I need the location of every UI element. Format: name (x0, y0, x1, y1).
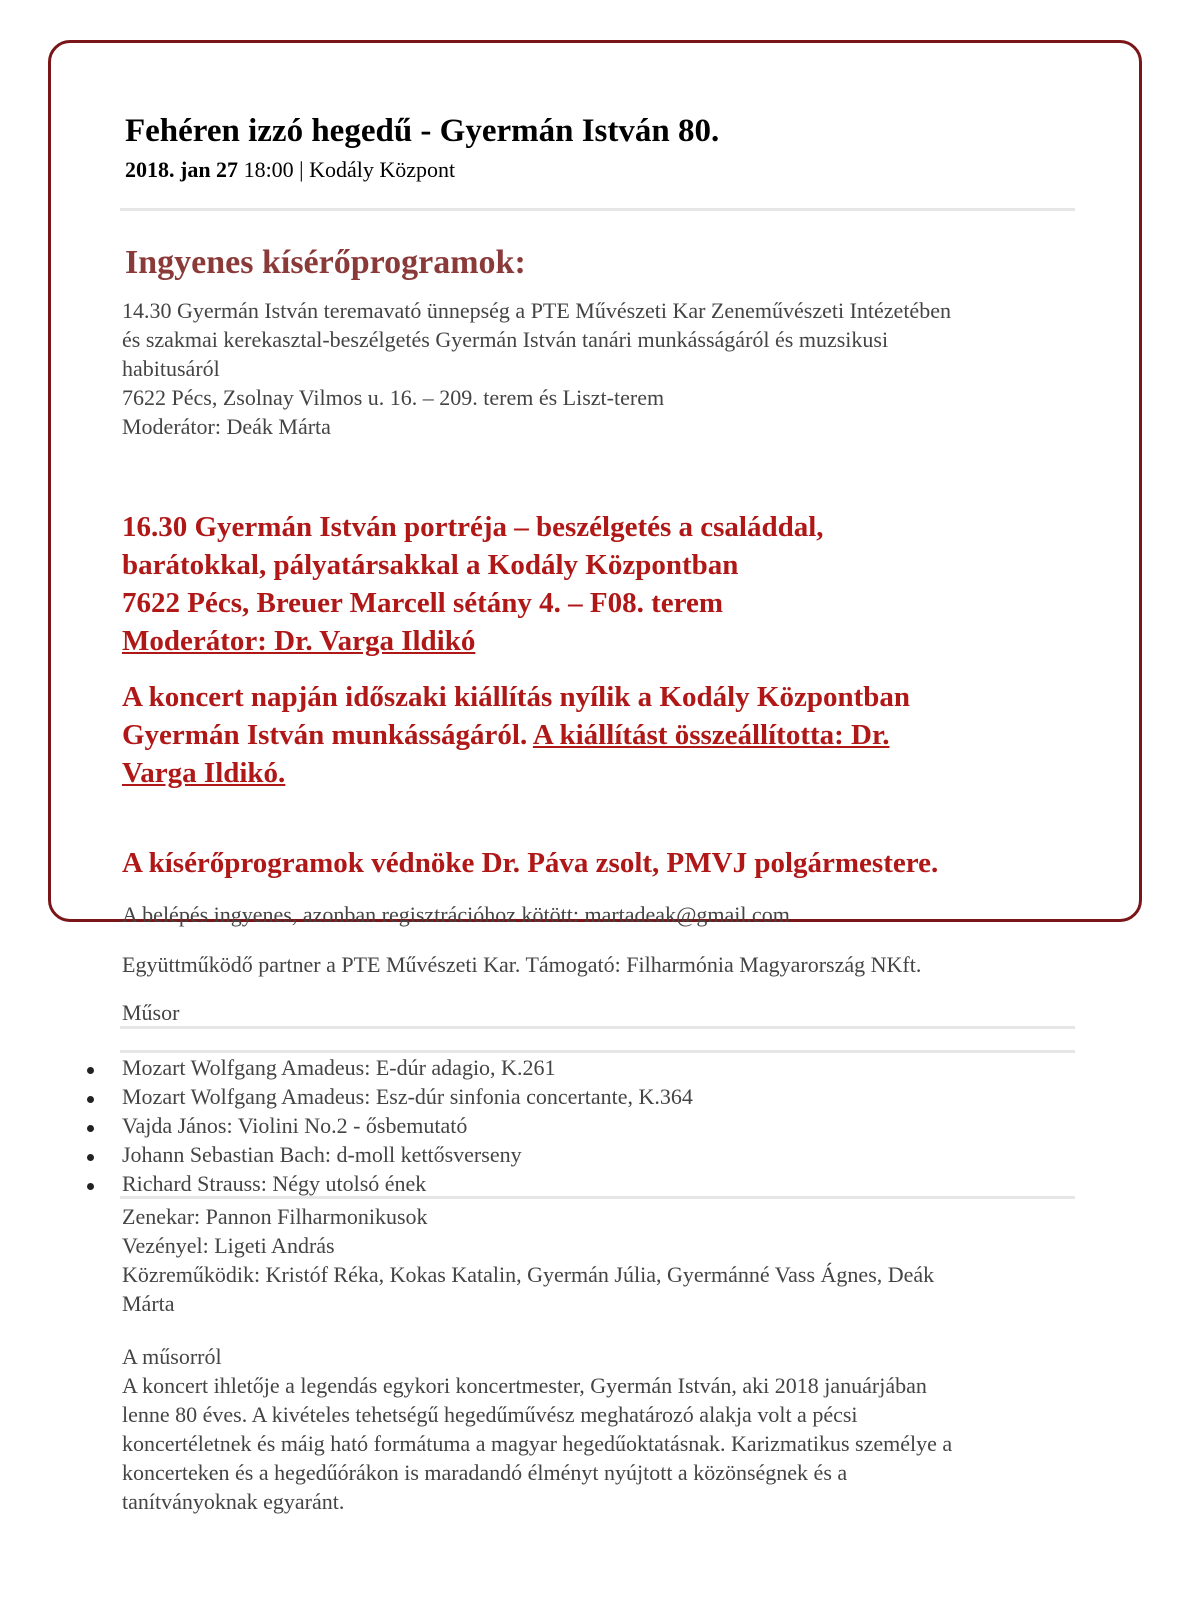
event-date: 2018. jan 27 (125, 157, 239, 182)
program1-line: 7622 Pécs, Zsolnay Vilmos u. 16. – 209. terem és Liszt-terem (122, 385, 665, 410)
conductor: Vezényel: Ligeti András (122, 1233, 335, 1258)
list-item (122, 1055, 693, 1084)
event-time-venue: 18:00 | Kodály Központ (238, 157, 456, 182)
orchestra: Zenekar: Pannon Filharmonikusok (122, 1204, 428, 1229)
program2-line: barátokkal, pályatársakkal a Kodály Központban (122, 549, 739, 581)
bullet-icon (87, 1154, 94, 1161)
program-item-text: Mozart Wolfgang Amadeus: Esz-dúr sinfonia concertante, K.364 (122, 1084, 693, 1109)
about-line: A koncert ihletője a legendás egykori koncertmester, Gyermán István, aki 2018 januárjában (122, 1373, 927, 1398)
side-programs-heading: Ingyenes kísérőprogramok: (125, 244, 526, 281)
program-item-text: Richard Strauss: Négy utolsó ének (122, 1171, 427, 1196)
about-line: tanítványoknak egyaránt. (122, 1489, 345, 1514)
bullet-icon (87, 1096, 94, 1103)
program1-text (122, 296, 951, 441)
list-item (122, 1142, 693, 1171)
exhibition-line: A koncert napján időszaki kiállítás nyílik a Kodály Központban (122, 681, 911, 713)
contributors: Közreműködik: Kristóf Réka, Kokas Katalin, Gyermán Júlia, Gyermánné Vass Ágnes, Deák (122, 1262, 935, 1287)
bullet-icon (87, 1067, 94, 1074)
program-item-text: Vajda János: Violini No.2 - ősbemutató (122, 1113, 468, 1138)
about-line: lenne 80 éves. A kivételes tehetségű hegedűművész meghatározó alakja volt a pécsi (122, 1402, 858, 1427)
exhibition-line (122, 716, 910, 754)
program2-text (122, 508, 824, 660)
entry-text: A belépés ingyenes, azonban regisztrációhoz kötött: martadeak@gmail.com (122, 902, 790, 927)
event-title: Fehéren izzó hegedű - Gyermán István 80. (125, 113, 720, 149)
list-item (122, 1113, 693, 1142)
program1-line: habitusáról (122, 356, 220, 381)
exhibition-curator-name: Varga Ildikó. (122, 757, 286, 789)
bullet-icon (87, 1125, 94, 1132)
exhibition-plain: Gyermán István munkásságáról. (122, 719, 533, 751)
partner-text: Együttműködő partner a PTE Művészeti Kar. Támogató: Filharmónia Magyarország NKft. (122, 952, 922, 977)
bullet-icon (87, 1183, 94, 1190)
program-item-text: Mozart Wolfgang Amadeus: E-dúr adagio, K.261 (122, 1055, 556, 1080)
divider (120, 1050, 1075, 1053)
contributors: Márta (122, 1291, 175, 1316)
about-section (122, 1342, 952, 1516)
divider (120, 1196, 1075, 1199)
about-line: koncerteken és a hegedűórákon is maradandó élményt nyújtott a közönségnek és a (122, 1460, 848, 1485)
about-line: koncertéletnek és máig ható formátuma a magyar hegedűoktatásnak. Karizmatikus személye a (122, 1431, 953, 1456)
program2-moderator: Moderátor: Dr. Varga Ildikó (122, 625, 476, 657)
program1-line: 14.30 Gyermán István teremavató ünnepség a PTE Művészeti Kar Zeneművészeti Intézetében (122, 298, 951, 323)
program-item-text: Johann Sebastian Bach: d-moll kettősverseny (122, 1142, 522, 1167)
exhibition-text (122, 678, 910, 792)
program2-line: 7622 Pécs, Breuer Marcell sétány 4. – F08. terem (122, 587, 724, 619)
exhibition-curator: A kiállítást összeállította: Dr. (532, 719, 890, 751)
program1-line: és szakmai kerekasztal-beszélgetés Gyermán István tanári munkásságáról és muzsikusi (122, 327, 889, 352)
divider (120, 208, 1075, 211)
divider (120, 1026, 1075, 1029)
patron-text: A kísérőprogramok védnöke Dr. Páva zsolt, PMVJ polgármestere. (122, 847, 939, 879)
list-item (122, 1084, 693, 1113)
program1-line: Moderátor: Deák Márta (122, 414, 331, 439)
program-label: Műsor (122, 1000, 180, 1025)
program2-line: 16.30 Gyermán István portréja – beszélgetés a családdal, (122, 511, 824, 543)
performers (122, 1202, 934, 1318)
program-list (122, 1055, 693, 1200)
about-heading: A műsorról (122, 1344, 222, 1369)
event-meta (125, 157, 455, 183)
